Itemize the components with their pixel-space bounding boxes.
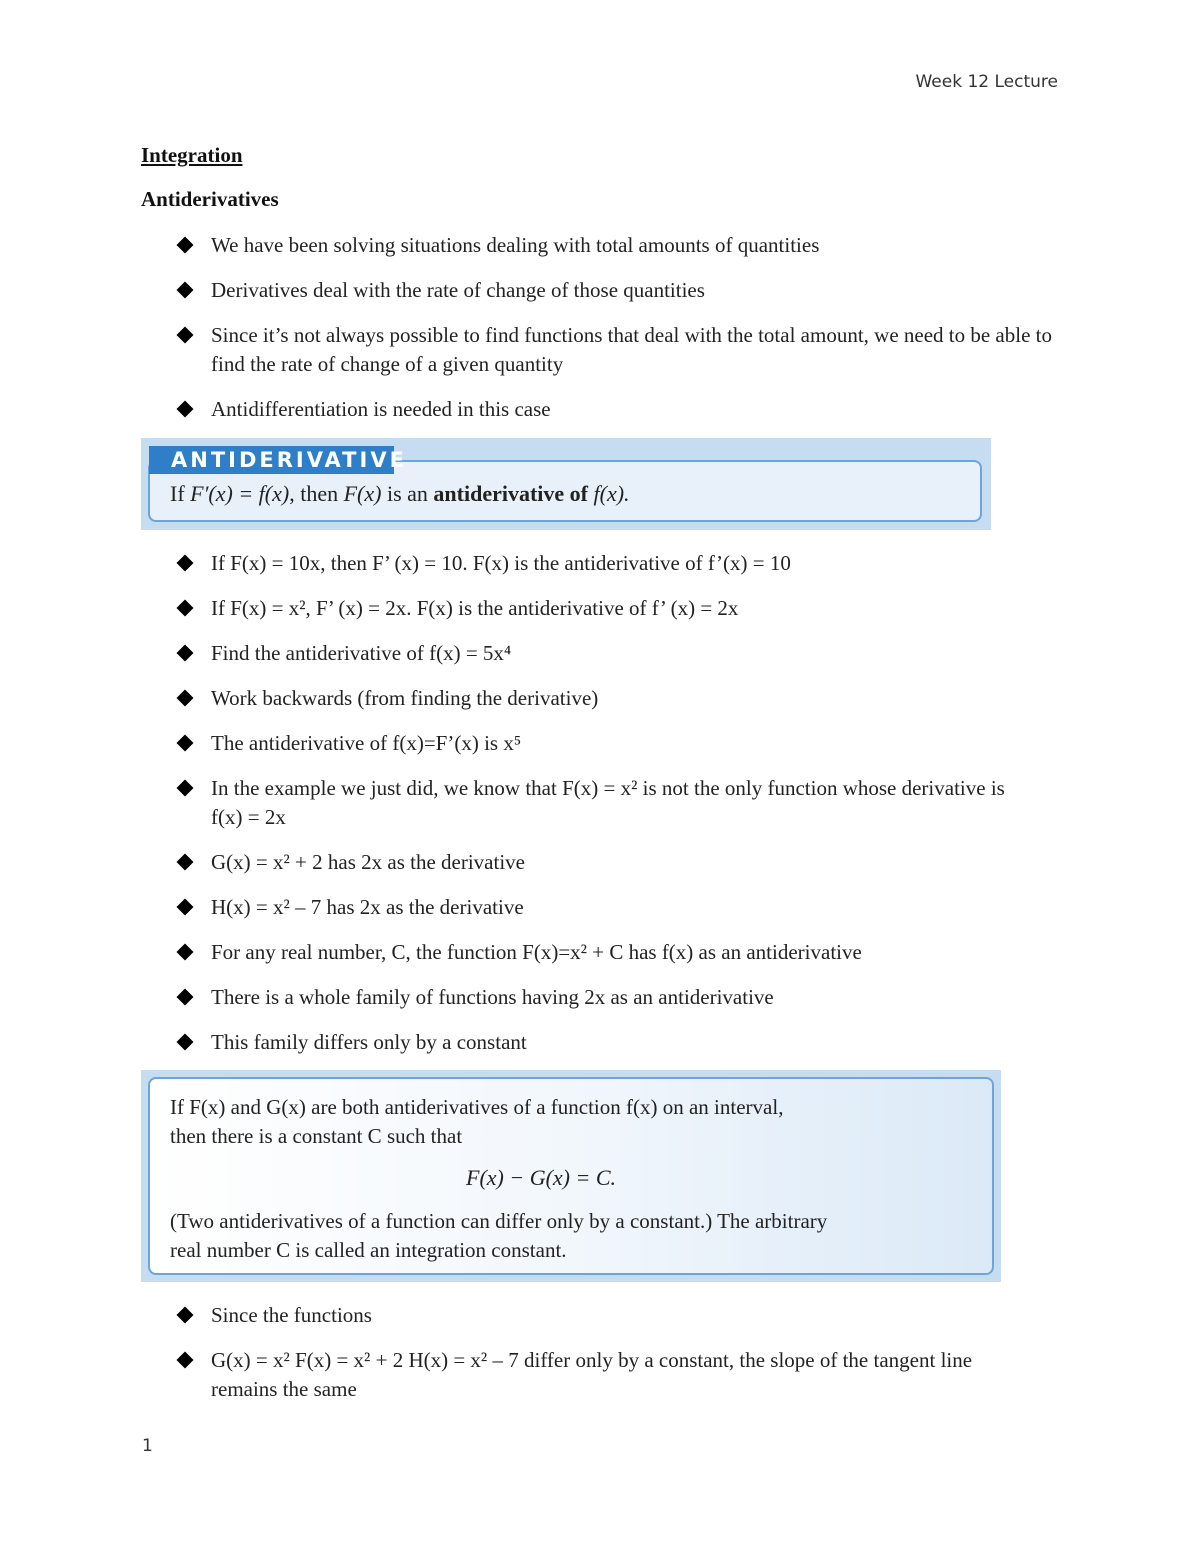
list-item: H(x) = x² – 7 has 2x as the derivative [176,893,1076,922]
list-item: Since the functions [176,1301,1076,1330]
diamond-bullet-icon [177,780,194,797]
diamond-bullet-icon [177,555,194,572]
diamond-bullet-icon [177,989,194,1006]
list-item: For any real number, C, the function F(x)=x² + C has f(x) as an antiderivative [176,938,1076,967]
section-subtitle: Antiderivatives [141,187,279,211]
theorem-line-3: (Two antiderivatives of a function can differ only by a constant.) The arbitrary [170,1209,828,1233]
list-item: There is a whole family of functions having 2x as an antiderivative [176,983,1076,1012]
diamond-bullet-icon [177,282,194,299]
diamond-bullet-icon [177,1307,194,1324]
list-item: If F(x) = x², F’ (x) = 2x. F(x) is the antiderivative of f’ (x) = 2x [176,594,1076,623]
diamond-bullet-icon [177,645,194,662]
list-item: Since it’s not always possible to find functions that deal with the total amount, we need to be able to find the rate of change of a given quantity [176,321,1076,379]
definition-text: If F′(x) = f(x), then F(x) is an antiderivative of f(x). [170,481,630,506]
list-item: Find the antiderivative of f(x) = 5x⁴ [176,639,1076,668]
page-header: Week 12 Lecture [915,72,1058,92]
list-item: If F(x) = 10x, then F’ (x) = 10. F(x) is the antiderivative of f’(x) = 10 [176,549,1076,578]
diamond-bullet-icon [177,600,194,617]
closing-bullet-list [176,1301,1076,1404]
definition-label: ANTIDERIVATIVE [149,446,394,474]
list-item: Antidifferentiation is needed in this case [176,395,1076,424]
theorem-line-4: real number C is called an integration constant. [170,1238,567,1262]
diamond-bullet-icon [177,899,194,916]
intro-bullet-list [176,231,1076,424]
diamond-bullet-icon [177,237,194,254]
diamond-bullet-icon [177,690,194,707]
list-item: G(x) = x² + 2 has 2x as the derivative [176,848,1076,877]
page-number: 1 [142,1436,153,1456]
examples-bullet-list [176,549,1076,1057]
list-item: This family differs only by a constant [176,1028,1076,1057]
list-item: Work backwards (from finding the derivative) [176,684,1076,713]
list-item: Derivatives deal with the rate of change of those quantities [176,276,1076,305]
diamond-bullet-icon [177,854,194,871]
diamond-bullet-icon [177,1352,194,1369]
list-item: G(x) = x² F(x) = x² + 2 H(x) = x² – 7 differ only by a constant, the slope of the tangent line remains the same [176,1346,1031,1404]
diamond-bullet-icon [177,1034,194,1051]
theorem-line-1: If F(x) and G(x) are both antiderivatives of a function f(x) on an interval, [170,1095,784,1119]
theorem-formula: F(x) − G(x) = C. [466,1165,617,1190]
list-item: The antiderivative of f(x)=F’(x) is x⁵ [176,729,1076,758]
diamond-bullet-icon [177,944,194,961]
diamond-bullet-icon [177,401,194,418]
theorem-line-2: then there is a constant C such that [170,1124,463,1148]
definition-term: antiderivative [433,481,565,506]
section-title: Integration [141,143,243,167]
list-item: We have been solving situations dealing with total amounts of quantities [176,231,1076,260]
diamond-bullet-icon [177,327,194,344]
list-item: In the example we just did, we know that F(x) = x² is not the only function whose derivative is f(x) = 2x [176,774,1011,832]
diamond-bullet-icon [177,735,194,752]
